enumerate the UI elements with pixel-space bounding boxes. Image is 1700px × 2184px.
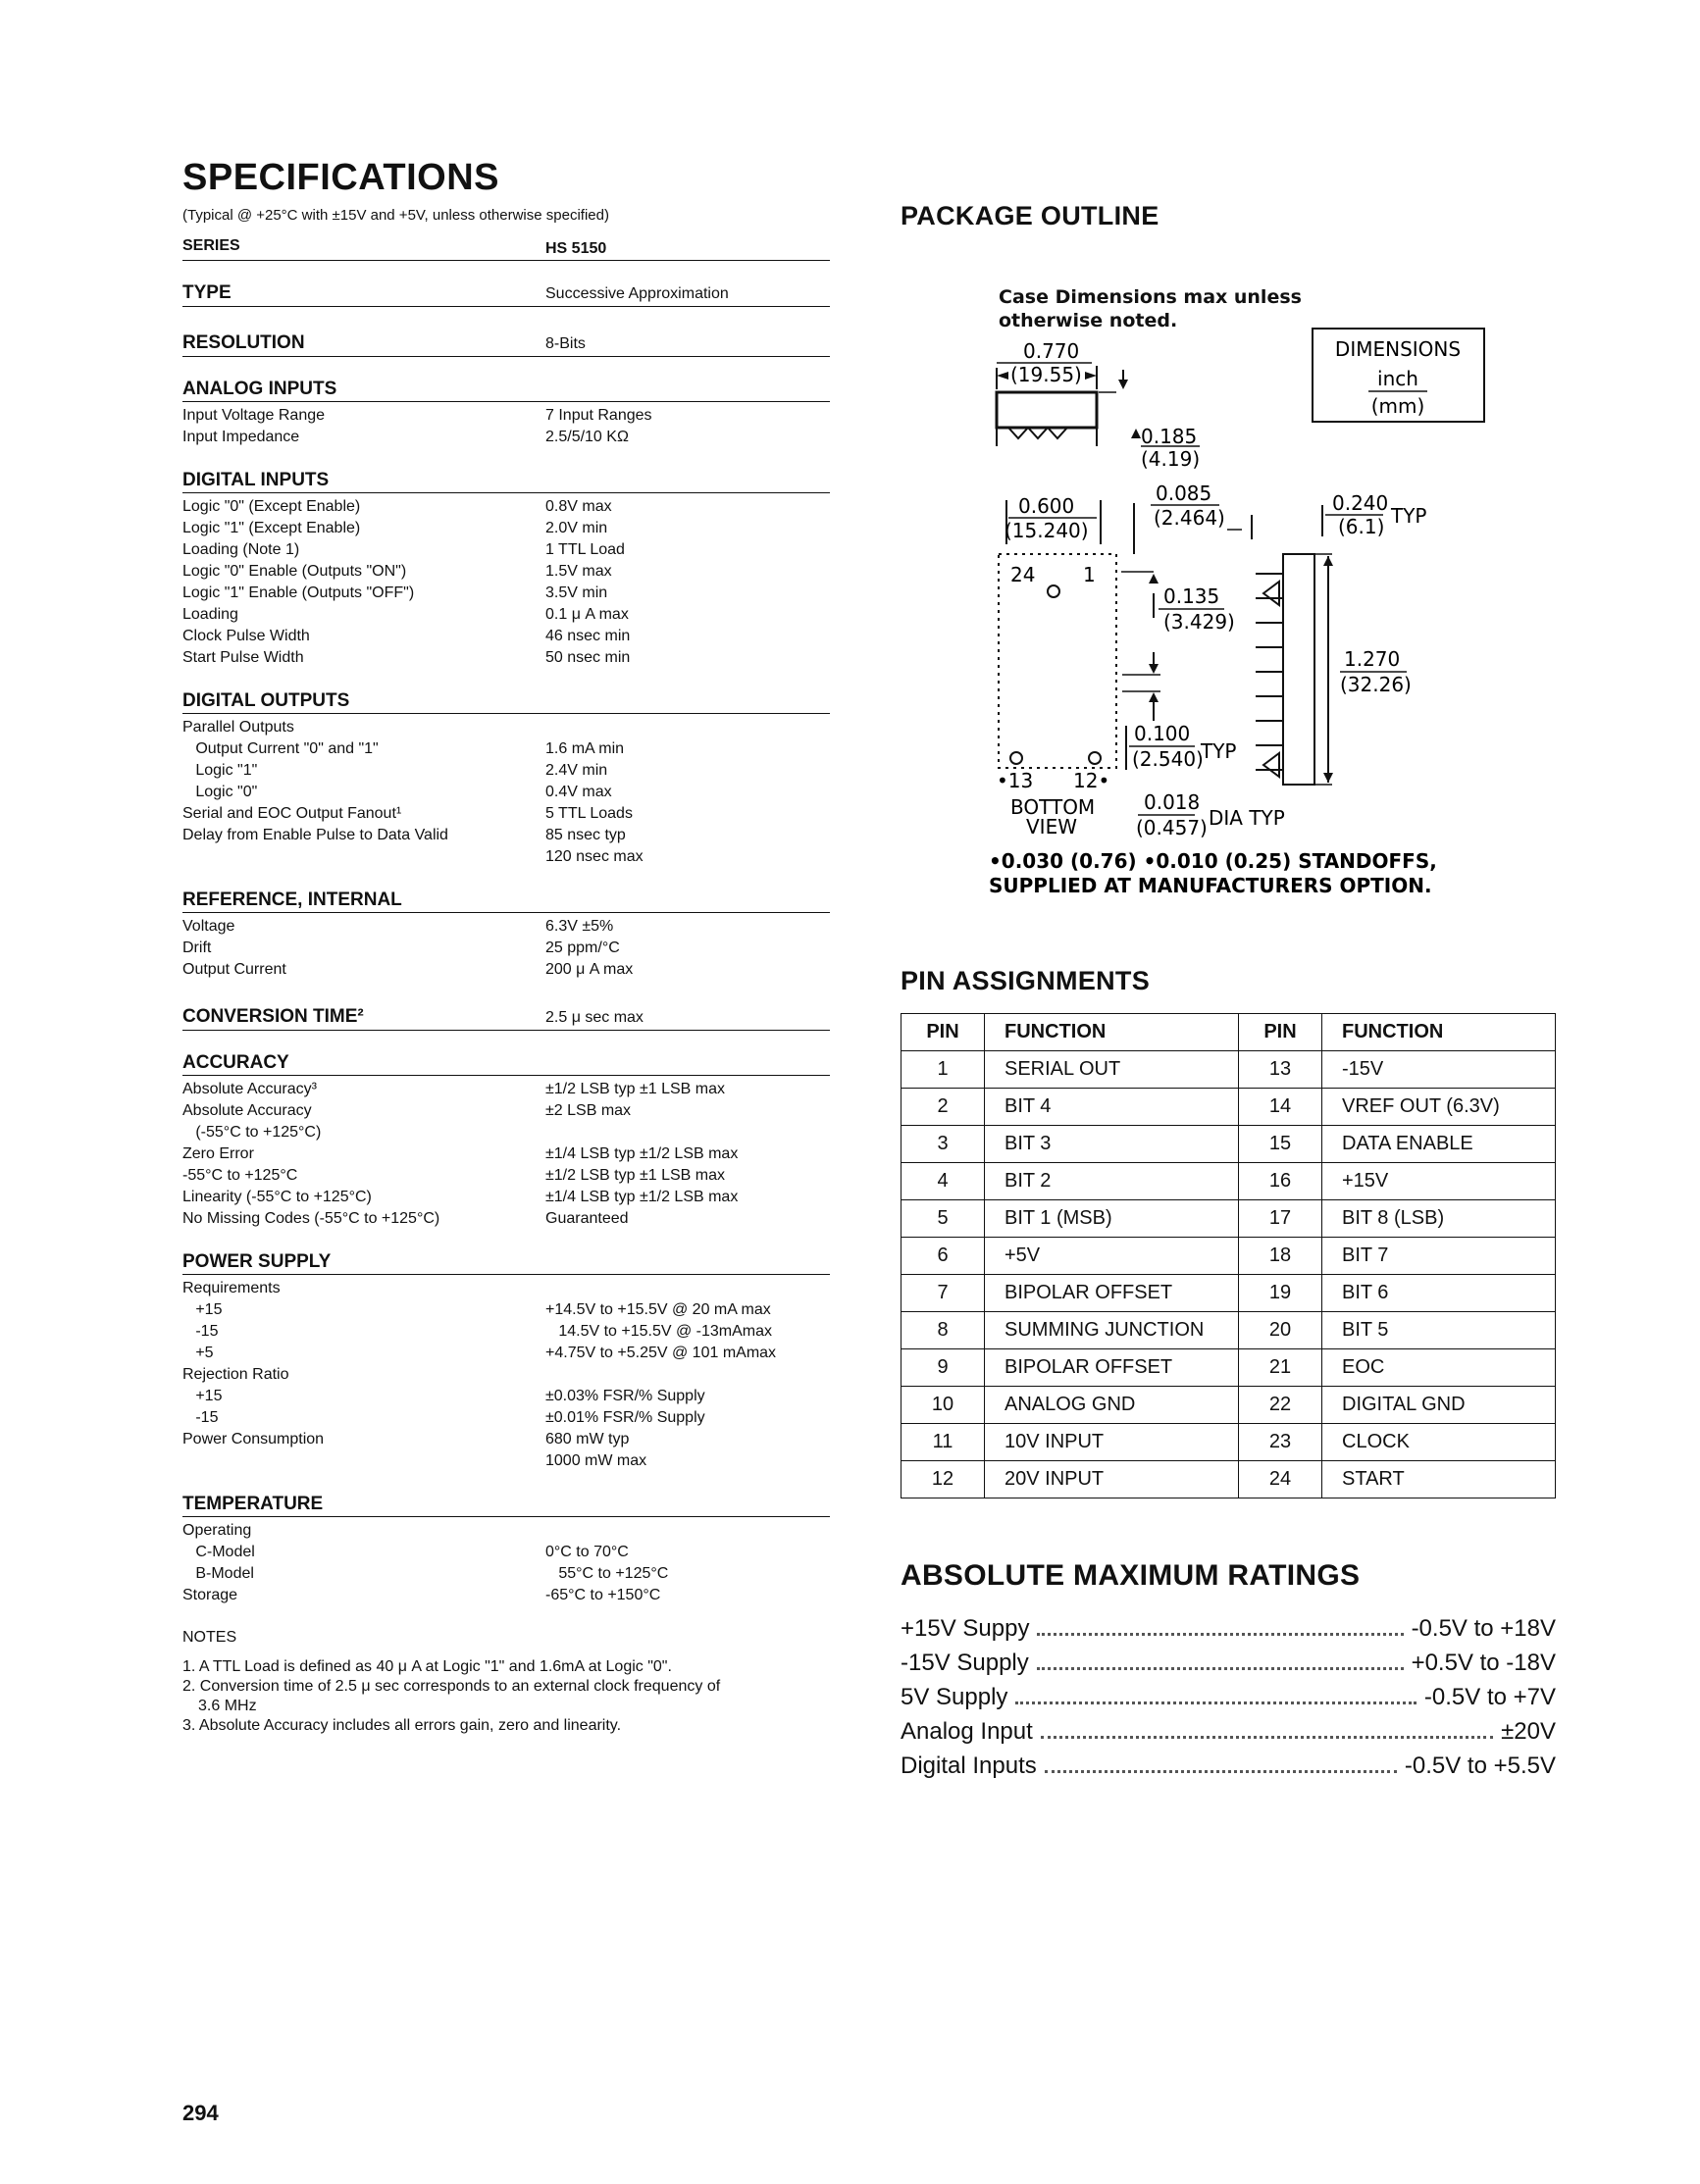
power-supply-section	[182, 1251, 830, 1472]
rating-line	[901, 1650, 1556, 1684]
pin-function: BIT 6	[1322, 1275, 1556, 1312]
analog-inputs-section	[182, 379, 830, 448]
spec-param: +15	[182, 1388, 223, 1404]
table-header-row	[902, 1014, 1556, 1051]
package-outline-diagram	[989, 279, 1538, 907]
spec-param: (-55°C to +125°C)	[182, 1124, 322, 1141]
spec-value: 0.8V max	[545, 498, 612, 515]
spec-conditions: (Typical @ +25°C with ±15V and +5V, unless otherwise specified)	[182, 207, 609, 224]
spec-line	[182, 1429, 830, 1450]
spec-param: Parallel Outputs	[182, 719, 294, 736]
series-row	[182, 233, 830, 261]
dim-height-inch: 0.185	[1141, 425, 1198, 448]
spec-param: Input Voltage Range	[182, 407, 326, 424]
pin-number: 16	[1239, 1163, 1322, 1200]
note-text: 1. A TTL Load is defined as 40 μ A at Logic "1" and 1.6mA at Logic "0".	[182, 1658, 672, 1675]
table-row	[902, 1424, 1556, 1461]
spec-line	[182, 1542, 830, 1563]
dim-dia-inch: 0.018	[1144, 790, 1201, 814]
pin-number: 2	[902, 1089, 985, 1126]
spec-value: 85 nsec typ	[545, 827, 626, 843]
pin-function: BIPOLAR OFFSET	[985, 1275, 1239, 1312]
dim-pitch-typ: TYP	[1201, 739, 1237, 763]
pin-number: 13	[1239, 1051, 1322, 1089]
resolution-label: RESOLUTION	[182, 332, 305, 353]
rating-line	[901, 1615, 1556, 1650]
spec-line	[182, 959, 830, 981]
spec-param: Linearity (-55°C to +125°C)	[182, 1189, 372, 1205]
pin-13-label: •13	[997, 769, 1034, 792]
dim-pitch-mm: (2.540)	[1132, 747, 1204, 771]
pin-function: ANALOG GND	[985, 1387, 1239, 1424]
rating-line	[901, 1752, 1556, 1787]
table-row	[902, 1387, 1556, 1424]
spec-value: 2.0V min	[545, 520, 608, 536]
pin-function: +5V	[985, 1238, 1239, 1275]
spec-param: Start Pulse Width	[182, 649, 304, 666]
spec-param: Logic "1"	[182, 762, 258, 779]
pin-function: -15V	[1322, 1051, 1556, 1089]
spec-param	[182, 846, 545, 868]
spec-line	[182, 405, 830, 427]
pin-function: BIT 4	[985, 1089, 1239, 1126]
table-row	[902, 1200, 1556, 1238]
pin-function: START	[1322, 1461, 1556, 1498]
dim-row-mm: (15.240)	[1005, 519, 1089, 542]
pin-function: SUMMING JUNCTION	[985, 1312, 1239, 1349]
dim-side-inch: 0.240	[1332, 491, 1389, 515]
pin-number: 23	[1239, 1424, 1322, 1461]
spec-line	[182, 496, 830, 518]
pin-function: DATA ENABLE	[1322, 1126, 1556, 1163]
spec-value: 1.5V max	[545, 563, 612, 580]
pin-function: BIT 1 (MSB)	[985, 1200, 1239, 1238]
pin-number: 7	[902, 1275, 985, 1312]
spec-param: Absolute Accuracy	[182, 1102, 312, 1119]
dim-dia-mm: (0.457)	[1136, 816, 1208, 839]
dim-lead-inch: 0.085	[1156, 482, 1212, 505]
spec-line	[182, 1299, 830, 1321]
pin-number: 5	[902, 1200, 985, 1238]
col-header-pin: PIN	[902, 1014, 985, 1051]
dim-pin1-inch: 0.135	[1163, 584, 1220, 608]
spec-line	[182, 1563, 830, 1585]
spec-param	[182, 1450, 545, 1472]
spec-line	[182, 1450, 830, 1472]
spec-line	[182, 1122, 830, 1143]
spec-line	[182, 647, 830, 669]
section-heading: ANALOG INPUTS	[182, 379, 830, 402]
pin-number: 12	[902, 1461, 985, 1498]
spec-line	[182, 1278, 830, 1299]
spec-value: ±1/4 LSB typ ±1/2 LSB max	[545, 1145, 739, 1162]
pin-number: 9	[902, 1349, 985, 1387]
spec-param: Logic "1" Enable (Outputs "OFF")	[182, 584, 415, 601]
spec-param: Serial and EOC Output Fanout¹	[182, 805, 402, 822]
spec-value: 120 nsec max	[545, 848, 644, 865]
dimensions-legend-title: DIMENSIONS	[1334, 337, 1462, 361]
conversion-time-value: 2.5 μ sec max	[545, 1009, 644, 1026]
spec-param: Delay from Enable Pulse to Data Valid	[182, 827, 448, 843]
dot-leader	[1041, 1736, 1493, 1739]
spec-value: 25 ppm/°C	[545, 940, 620, 956]
spec-value: 2.4V min	[545, 762, 608, 779]
spec-line	[182, 518, 830, 539]
spec-line	[182, 561, 830, 583]
case-note-line1: Case Dimensions max unless	[999, 286, 1302, 308]
spec-value: +14.5V to +15.5V @ 20 mA max	[545, 1301, 771, 1318]
pin-function: SERIAL OUT	[985, 1051, 1239, 1089]
dim-length-mm: (32.26)	[1340, 673, 1412, 696]
table-row	[902, 1089, 1556, 1126]
spec-param: -15	[182, 1409, 219, 1426]
type-value: Successive Approximation	[545, 285, 729, 302]
pin-function: DIGITAL GND	[1322, 1387, 1556, 1424]
spec-line	[182, 825, 830, 846]
section-heading: TEMPERATURE	[182, 1494, 830, 1517]
table-row	[902, 1126, 1556, 1163]
bottom-view-label-1: BOTTOM	[1010, 795, 1096, 819]
spec-param: C-Model	[182, 1544, 255, 1560]
note-item	[182, 1657, 830, 1677]
pin-function: CLOCK	[1322, 1424, 1556, 1461]
series-value: HS 5150	[545, 240, 607, 257]
spec-param: Storage	[182, 1587, 238, 1603]
spec-param: Loading	[182, 606, 238, 623]
spec-param: +15	[182, 1301, 223, 1318]
dimensions-legend-mm: (mm)	[1370, 394, 1425, 418]
spec-value: 200 μ A max	[545, 961, 634, 978]
table-row	[902, 1238, 1556, 1275]
rating-value: -0.5V to +7V	[1423, 1684, 1556, 1710]
spec-value: 680 mW typ	[545, 1431, 630, 1448]
pin-function: BIT 3	[985, 1126, 1239, 1163]
spec-value: 0.4V max	[545, 784, 612, 800]
page-title: SPECIFICATIONS	[182, 157, 499, 198]
spec-value: ±1/2 LSB typ ±1 LSB max	[545, 1167, 725, 1184]
spec-param: Rejection Ratio	[182, 1366, 289, 1383]
spec-line	[182, 1520, 830, 1542]
type-row	[182, 279, 830, 307]
dim-height-mm: (4.19)	[1141, 447, 1201, 471]
note-text-continued: 3.6 MHz	[198, 1698, 257, 1714]
spec-line	[182, 1165, 830, 1187]
pin-function: +15V	[1322, 1163, 1556, 1200]
col-header-pin: PIN	[1239, 1014, 1322, 1051]
series-label: SERIES	[182, 237, 240, 254]
pin-function: BIT 7	[1322, 1238, 1556, 1275]
spec-line	[182, 1143, 830, 1165]
type-label: TYPE	[182, 282, 232, 303]
rating-label: Analog Input	[901, 1718, 1033, 1745]
spec-param: No Missing Codes (-55°C to +125°C)	[182, 1210, 440, 1227]
rating-value: -0.5V to +5.5V	[1404, 1752, 1556, 1779]
pin-number: 1	[902, 1051, 985, 1089]
dimensions-legend-inch: inch	[1377, 367, 1418, 390]
spec-param: Clock Pulse Width	[182, 628, 310, 644]
rating-value: +0.5V to -18V	[1411, 1650, 1556, 1676]
spec-param: Zero Error	[182, 1145, 254, 1162]
spec-param: Voltage	[182, 918, 235, 935]
spec-value: +4.75V to +5.25V @ 101 mAmax	[545, 1345, 777, 1361]
pin-number: 6	[902, 1238, 985, 1275]
rating-value: -0.5V to +18V	[1411, 1615, 1556, 1642]
spec-value: 46 nsec min	[545, 628, 631, 644]
spec-param: -55°C to +125°C	[182, 1167, 298, 1184]
spec-param: Output Current	[182, 961, 286, 978]
dim-width-inch: 0.770	[1023, 339, 1080, 363]
spec-line	[182, 1100, 830, 1122]
spec-param: Logic "0" (Except Enable)	[182, 498, 361, 515]
dot-leader	[1015, 1701, 1417, 1704]
rating-line	[901, 1684, 1556, 1718]
pin-number: 11	[902, 1424, 985, 1461]
rating-value: ±20V	[1501, 1718, 1556, 1745]
note-item	[182, 1677, 830, 1716]
absolute-max-ratings-title: ABSOLUTE MAXIMUM RATINGS	[901, 1559, 1361, 1592]
conversion-time-label: CONVERSION TIME²	[182, 1006, 364, 1027]
pin-function: VREF OUT (6.3V)	[1322, 1089, 1556, 1126]
spec-value: 1 TTL Load	[545, 541, 625, 558]
pin-function: 20V INPUT	[985, 1461, 1239, 1498]
pin-function: BIT 5	[1322, 1312, 1556, 1349]
package-outline-title: PACKAGE OUTLINE	[901, 201, 1159, 230]
spec-value: Guaranteed	[545, 1210, 629, 1227]
spec-param: +5	[182, 1345, 214, 1361]
spec-param: Power Consumption	[182, 1431, 325, 1448]
spec-line	[182, 782, 830, 803]
pin-number: 22	[1239, 1387, 1322, 1424]
dim-side-mm: (6.1)	[1338, 515, 1385, 538]
rating-line	[901, 1718, 1556, 1752]
pin-1-label: 1	[1083, 563, 1096, 586]
table-row	[902, 1312, 1556, 1349]
spec-line	[182, 1585, 830, 1606]
rating-label: 5V Supply	[901, 1684, 1008, 1710]
bottom-view-label-2: VIEW	[1026, 815, 1077, 838]
spec-value: ±0.03% FSR/% Supply	[545, 1388, 705, 1404]
note-text: 3. Absolute Accuracy includes all errors gain, zero and linearity.	[182, 1717, 622, 1734]
spec-value: 7 Input Ranges	[545, 407, 652, 424]
section-heading: ACCURACY	[182, 1052, 830, 1076]
spec-value: 6.3V ±5%	[545, 918, 614, 935]
page-number: 294	[182, 2101, 219, 2125]
table-row	[902, 1275, 1556, 1312]
dim-length-inch: 1.270	[1344, 647, 1401, 671]
pin-12-label: 12•	[1073, 769, 1110, 792]
pin-number: 3	[902, 1126, 985, 1163]
spec-param: Output Current "0" and "1"	[182, 740, 379, 757]
temperature-section	[182, 1494, 830, 1606]
table-row	[902, 1461, 1556, 1498]
spec-value: ±0.01% FSR/% Supply	[545, 1409, 705, 1426]
spec-value: 3.5V min	[545, 584, 608, 601]
spec-param: Drift	[182, 940, 212, 956]
pin-24-label: 24	[1010, 563, 1036, 586]
spec-line	[182, 604, 830, 626]
spec-value: 5 TTL Loads	[545, 805, 633, 822]
note-item	[182, 1716, 830, 1736]
digital-inputs-section	[182, 470, 830, 669]
conversion-time-row	[182, 1002, 830, 1031]
pin-number: 19	[1239, 1275, 1322, 1312]
table-row	[902, 1163, 1556, 1200]
digital-outputs-section	[182, 690, 830, 868]
pin-number: 21	[1239, 1349, 1322, 1387]
pin-number: 10	[902, 1387, 985, 1424]
spec-line	[182, 1208, 830, 1230]
reference-section	[182, 889, 830, 981]
pin-function: BIPOLAR OFFSET	[985, 1349, 1239, 1387]
resolution-row	[182, 329, 830, 357]
specifications-column	[182, 157, 830, 1736]
dot-leader	[1037, 1667, 1404, 1670]
spec-value: 1000 mW max	[545, 1452, 647, 1469]
pin-number: 18	[1239, 1238, 1322, 1275]
spec-param: Input Impedance	[182, 429, 300, 445]
spec-line	[182, 1364, 830, 1386]
pin-function: 10V INPUT	[985, 1424, 1239, 1461]
section-heading: DIGITAL OUTPUTS	[182, 690, 830, 714]
spec-value: 14.5V to +15.5V @ -13mAmax	[545, 1323, 773, 1340]
spec-line	[182, 539, 830, 561]
spec-param: Logic "1" (Except Enable)	[182, 520, 361, 536]
rating-label: -15V Supply	[901, 1650, 1029, 1676]
dot-leader	[1045, 1770, 1397, 1773]
spec-value: 55°C to +125°C	[545, 1565, 669, 1582]
pin-function: BIT 8 (LSB)	[1322, 1200, 1556, 1238]
standoff-note-2: SUPPLIED AT MANUFACTURERS OPTION.	[989, 874, 1432, 897]
section-heading: DIGITAL INPUTS	[182, 470, 830, 493]
spec-value: 0.1 μ A max	[545, 606, 629, 623]
section-heading: POWER SUPPLY	[182, 1251, 830, 1275]
spec-line	[182, 626, 830, 647]
dim-side-typ: TYP	[1391, 504, 1427, 528]
dim-lead-mm: (2.464)	[1154, 506, 1225, 530]
notes-title: NOTES	[182, 1629, 237, 1646]
spec-line	[182, 1407, 830, 1429]
spec-param: B-Model	[182, 1565, 254, 1582]
pin-number: 4	[902, 1163, 985, 1200]
spec-param: -15	[182, 1323, 219, 1340]
accuracy-section	[182, 1052, 830, 1230]
spec-value: 50 nsec min	[545, 649, 631, 666]
table-row	[902, 1349, 1556, 1387]
rating-label: Digital Inputs	[901, 1752, 1037, 1779]
pin-number: 8	[902, 1312, 985, 1349]
spec-value: ±2 LSB max	[545, 1102, 632, 1119]
spec-value: -65°C to +150°C	[545, 1587, 661, 1603]
dim-row-inch: 0.600	[1018, 494, 1075, 518]
rating-label: +15V Suppy	[901, 1615, 1030, 1642]
spec-line	[182, 717, 830, 738]
spec-line	[182, 846, 830, 868]
pin-function: EOC	[1322, 1349, 1556, 1387]
spec-line	[182, 916, 830, 938]
pin-assignments-table	[901, 1013, 1556, 1498]
resolution-value: 8-Bits	[545, 335, 586, 352]
col-header-function: FUNCTION	[985, 1014, 1239, 1051]
pin-number: 20	[1239, 1312, 1322, 1349]
spec-value: ±1/2 LSB typ ±1 LSB max	[545, 1081, 725, 1097]
spec-line	[182, 427, 830, 448]
dim-pin1-mm: (3.429)	[1163, 610, 1235, 634]
spec-line	[182, 1079, 830, 1100]
pin-assignments-title: PIN ASSIGNMENTS	[901, 966, 1151, 995]
spec-value: 1.6 mA min	[545, 740, 625, 757]
dim-pitch-inch: 0.100	[1134, 722, 1191, 745]
spec-param: Loading (Note 1)	[182, 541, 300, 558]
spec-param: Logic "0" Enable (Outputs "ON")	[182, 563, 407, 580]
table-row	[902, 1051, 1556, 1089]
pin-number: 15	[1239, 1126, 1322, 1163]
spec-value: ±1/4 LSB typ ±1/2 LSB max	[545, 1189, 739, 1205]
spec-param: Absolute Accuracy³	[182, 1081, 317, 1097]
spec-param: Requirements	[182, 1280, 281, 1296]
spec-line	[182, 760, 830, 782]
spec-line	[182, 738, 830, 760]
spec-line	[182, 938, 830, 959]
spec-line	[182, 583, 830, 604]
dim-dia-typ: DIA TYP	[1209, 806, 1285, 830]
note-text: 2. Conversion time of 2.5 μ sec corresponds to an external clock frequency of	[182, 1678, 721, 1695]
spec-line	[182, 1187, 830, 1208]
pin-number: 17	[1239, 1200, 1322, 1238]
dim-width-mm: (19.55)	[1010, 363, 1082, 386]
standoff-note-1: •0.030 (0.76) •0.010 (0.25) STANDOFFS,	[989, 849, 1437, 873]
section-heading: REFERENCE, INTERNAL	[182, 889, 830, 913]
spec-param: Operating	[182, 1522, 252, 1539]
spec-value: 0°C to 70°C	[545, 1544, 629, 1560]
spec-param: Logic "0"	[182, 784, 258, 800]
case-note-line2: otherwise noted.	[999, 310, 1178, 331]
notes	[182, 1628, 830, 1736]
spec-line	[182, 803, 830, 825]
spec-value: 2.5/5/10 KΩ	[545, 429, 629, 445]
pin-function: BIT 2	[985, 1163, 1239, 1200]
pin-number: 14	[1239, 1089, 1322, 1126]
spec-line	[182, 1343, 830, 1364]
spec-line	[182, 1386, 830, 1407]
spec-line	[182, 1321, 830, 1343]
pin-number: 24	[1239, 1461, 1322, 1498]
dot-leader	[1037, 1633, 1403, 1636]
absolute-max-ratings-list	[901, 1615, 1556, 1787]
col-header-function: FUNCTION	[1322, 1014, 1556, 1051]
